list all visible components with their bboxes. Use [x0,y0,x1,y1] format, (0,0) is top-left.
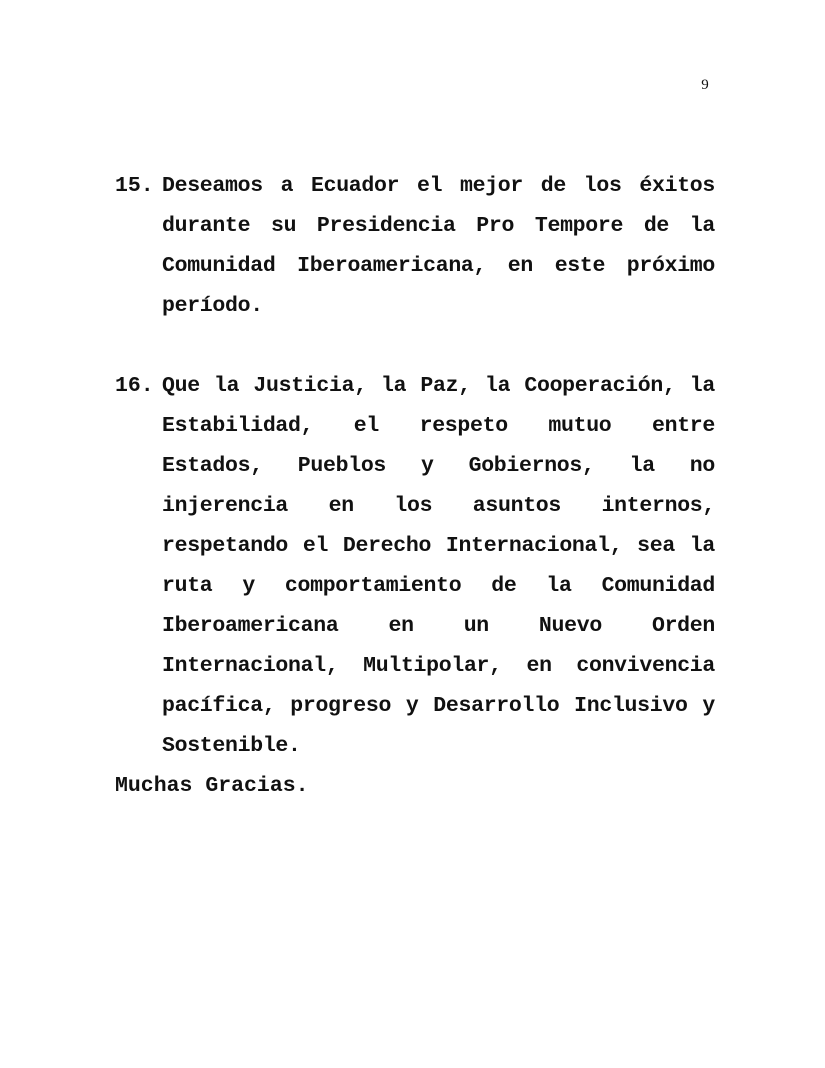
paragraph-number: 16. [115,374,154,398]
numbered-paragraph-15 [115,166,715,326]
paragraph-text: Deseamos a Ecuador el mejor de los éxitos durante su Presidencia Pro Tempore de la Comunidad Iberoamericana, en este próximo período. [162,174,715,318]
numbered-paragraph-16 [115,366,715,766]
page-number: 9 [701,77,709,93]
paragraph-text: Que la Justicia, la Paz, la Cooperación, la Estabilidad, el respeto mutuo entre Estados, Pueblos y Gobiernos, la no injerencia en los asuntos internos, respetando el Derecho Internacional, sea la ruta y comportamiento de la Comunidad Iberoamericana en un Nuevo Orden Internacional, Multipolar, en convivencia pacífica, progreso y Desarrollo Inclusivo y Sostenible. [162,374,715,758]
paragraph-number: 15. [115,174,154,198]
closing-line: Muchas Gracias. [115,774,309,798]
